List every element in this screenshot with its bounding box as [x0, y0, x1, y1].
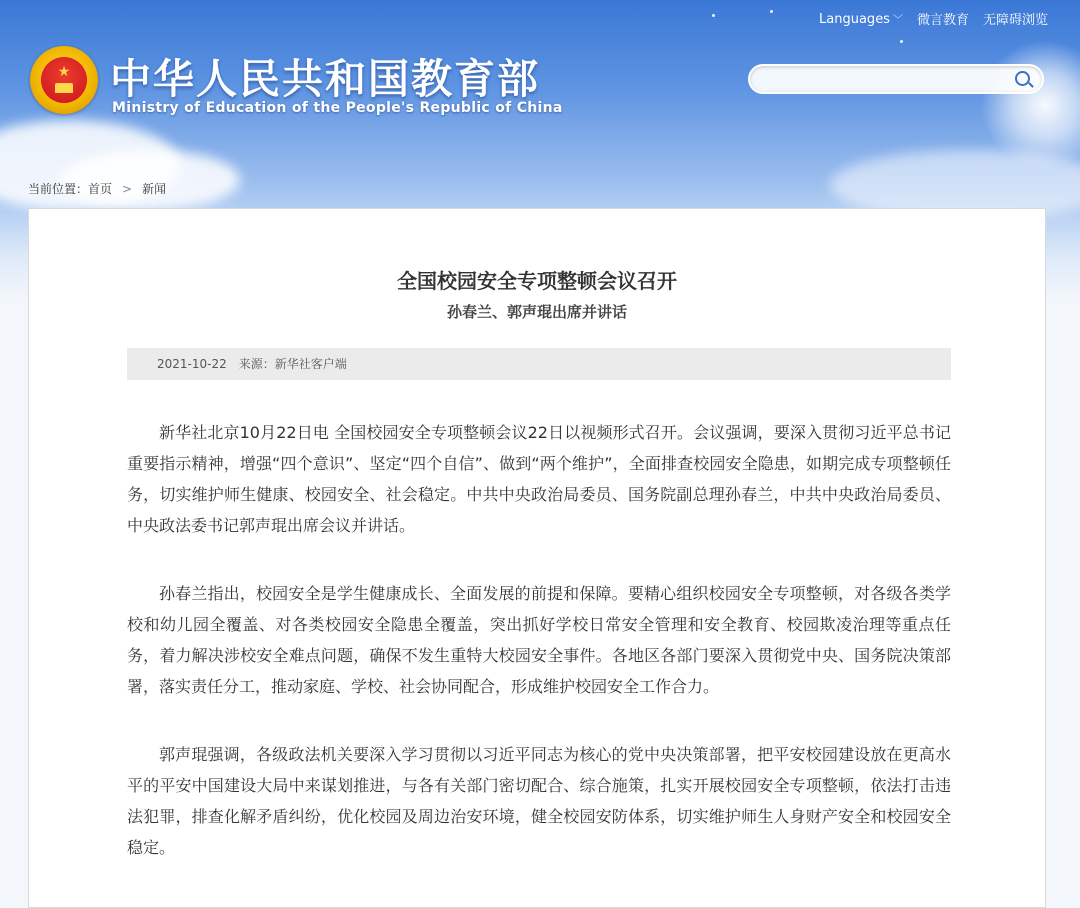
site-title-en: Ministry of Education of the People's Republic of China: [112, 100, 563, 116]
chevron-down-icon: ﹀: [892, 14, 903, 26]
top-navigation: [819, 9, 1048, 28]
weibo-link[interactable]: 微言教育: [916, 13, 969, 28]
seed-decoration: [900, 40, 903, 43]
languages-menu[interactable]: [819, 11, 903, 27]
seed-decoration: [770, 10, 773, 13]
site-title-cn[interactable]: 中华人民共和国教育部: [110, 55, 540, 103]
breadcrumb-current[interactable]: 新闻: [142, 182, 167, 196]
breadcrumb-prefix: 当前位置：: [28, 182, 89, 196]
seed-decoration: [712, 14, 715, 17]
article-meta: [127, 348, 951, 380]
article-date: 2021-10-22: [157, 357, 227, 371]
gate-icon: [55, 83, 73, 93]
article-paragraph: 郭声琨强调，各级政法机关要深入学习贯彻以习近平同志为核心的党中央决策部署，把平安校园建设放在更高水平的平安中国建设大局中来谋划推进，与各有关部门密切配合、综合施策，扎实开展校园安全专项整顿，依法打击违法犯罪，排查化解矛盾纠纷，优化校园及周边治安环境，健全校园安防体系，切实维护师生人身财产安全和校园安全稳定。: [127, 745, 951, 857]
article-card: [28, 208, 1046, 908]
accessibility-link[interactable]: 无障碍浏览: [982, 13, 1048, 28]
article-body: [127, 417, 951, 900]
languages-label: Languages: [819, 11, 890, 27]
breadcrumb-home[interactable]: 首页: [88, 182, 113, 196]
breadcrumb: [28, 180, 166, 197]
search-icon[interactable]: [1015, 71, 1030, 86]
chevron-right-icon: >: [122, 182, 133, 196]
star-icon: ★: [57, 64, 71, 80]
emblem-inner: [41, 57, 87, 103]
search-input[interactable]: [750, 66, 1028, 92]
article-source: 来源：新华社客户端: [238, 357, 347, 371]
article-subtitle: 孙春兰、郭声琨出席并讲话: [446, 303, 627, 321]
article-paragraph: 新华社北京10月22日电 全国校园安全专项整顿会议22日以视频形式召开。会议强调，要深入贯彻习近平总书记重要指示精神，增强“四个意识”、坚定“四个自信”、做到“两个维护”，全面排查校园安全隐患，如期完成专项整顿任务，切实维护师生健康、校园安全、社会稳定。中共中央政治局委员、国务院副总理孙春兰，中共中央政治局委员、中央政法委书记郭声琨出席会议并讲话。: [127, 423, 951, 535]
article-title: 全国校园安全专项整顿会议召开: [397, 269, 677, 293]
national-emblem-icon: [30, 46, 98, 114]
search-box: [748, 64, 1044, 94]
article-paragraph: 孙春兰指出，校园安全是学生健康成长、全面发展的前提和保障。要精心组织校园安全专项整顿，对各级各类学校和幼儿园全覆盖、对各类校园安全隐患全覆盖，突出抓好学校日常安全管理和安全教育、校园欺凌治理等重点任务，着力解决涉校安全难点问题，确保不发生重特大校园安全事件。各地区各部门要深入贯彻党中央、国务院决策部署，落实责任分工，推动家庭、学校、社会协同配合，形成维护校园安全工作合力。: [127, 584, 951, 696]
